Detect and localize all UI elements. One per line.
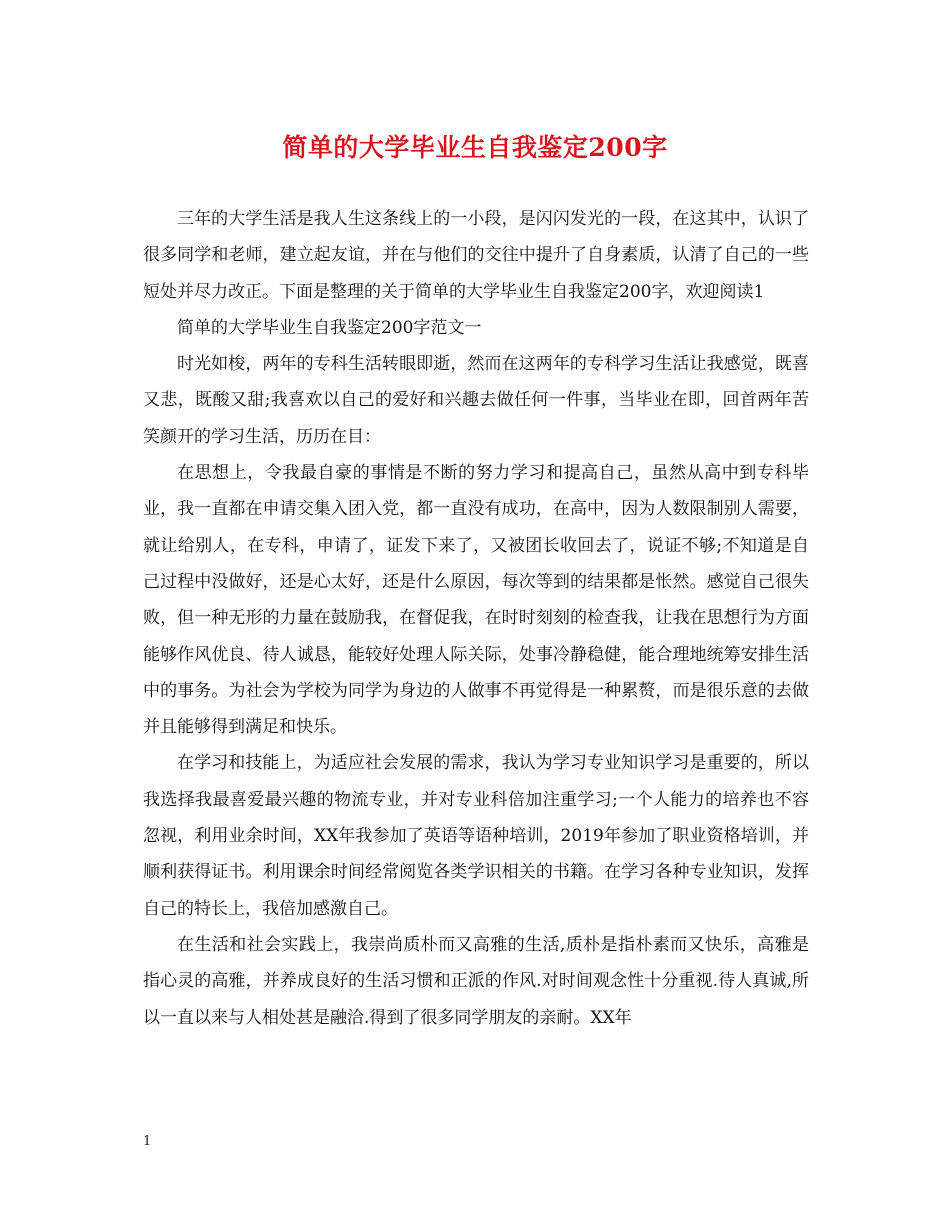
paragraph-thought: 在思想上，令我最自豪的事情是不断的努力学习和提高自己，虽然从高中到专科毕业，我一直都在申请交集入团入党，都一直没有成功，在高中，因为人数限制别人需要，就让给别人，在专科，申请了，证发下来了，又被团长收回去了，说证不够;不知道是自己过程中没做好，还是心太好，还是什么原因，每次等到的结果都是怅然。感觉自己很失败，但一种无形的力量在鼓励我，在督促我，在时时刻刻的检查我，让我在思想行为方面能够作风优良、待人诚恳，能较好处理人际关际，处事冷静稳健，能合理地统筹安排生活中的事务。为社会为学校为同学为身边的人做事不再觉得是一种累赘，而是很乐意的去做并且能够得到满足和快乐。	[143, 463, 809, 738]
page-number: 1	[143, 1134, 152, 1149]
document-body	[143, 201, 809, 1036]
paragraph-intro: 三年的大学生活是我人生这条线上的一小段，是闪闪发光的一段，在这其中，认识了很多同学和老师，建立起友谊，并在与他们的交往中提升了自身素质，认清了自己的一些短处并尽力改正。下面是整理的关于简单的大学毕业生自我鉴定200字，欢迎阅读1	[143, 209, 809, 302]
paragraph-subheading: 简单的大学毕业生自我鉴定200字范文一	[177, 317, 482, 338]
paragraph-time: 时光如梭，两年的专科生活转眼即逝，然而在这两年的专科学习生活让我感觉，既喜又悲，既酸又甜;我喜欢以自己的爱好和兴趣去做任何一件事，当毕业在即，回首两年苦笑颜开的学习生活，历历在目：	[143, 354, 809, 447]
paragraph-life: 在生活和社会实践上，我崇尚质朴而又高雅的生活,质朴是指朴素而又快乐，高雅是指心灵的高雅，并养成良好的生活习惯和正派的作风.对时间观念性十分重视.待人真诚,所以一直以来与人相处甚是融洽.得到了很多同学朋友的亲耐。XX年	[143, 934, 809, 1028]
document-title: 简单的大学毕业生自我鉴定200字	[282, 133, 668, 162]
paragraph-study: 在学习和技能上，为适应社会发展的需求，我认为学习专业知识学习是重要的，所以我选择我最喜爱最兴趣的物流专业，并对专业科倍加注重学习;一个人能力的培养也不容忽视，利用业余时间，XX年我参加了英语等语种培训，2019年参加了职业资格培训，并顺利获得证书。利用课余时间经常阅览各类学识相关的书籍。在学习各种专业知识，发挥自己的特长上，我倍加感激自己。	[143, 753, 809, 919]
